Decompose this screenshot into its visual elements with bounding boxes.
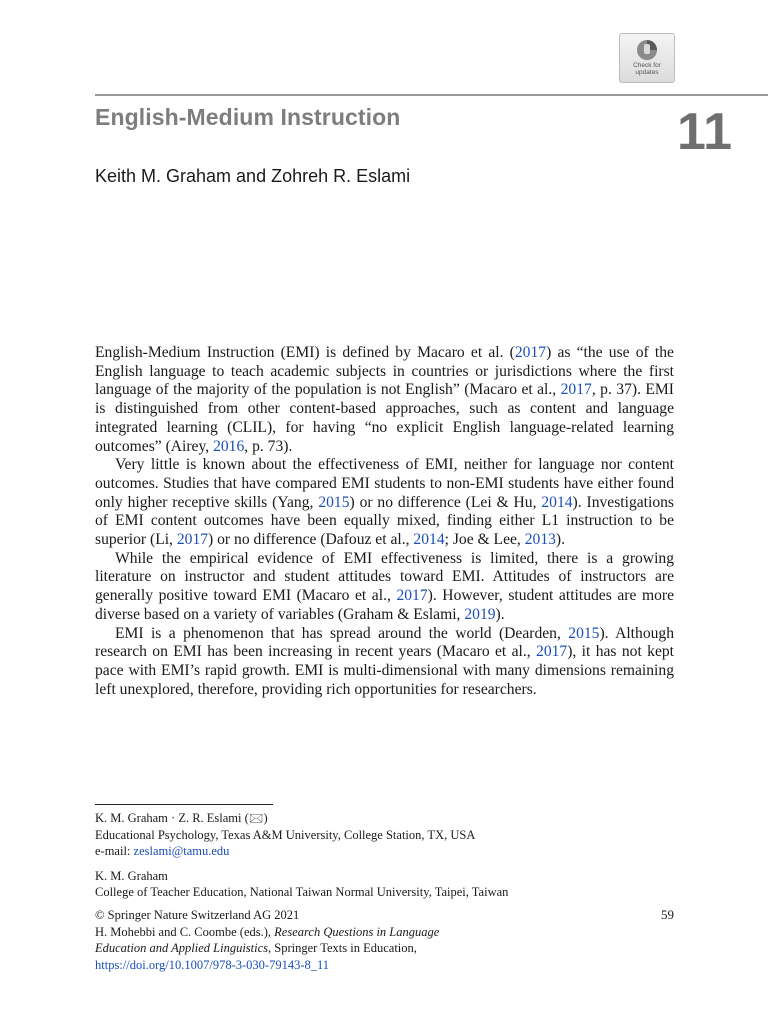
paragraph-2: Very little is known about the effectiveness of EMI, neither for language nor content outcomes. Studies that have compared EMI students to non-EMI students have either found only higher receptive skills (Yang, 2015) or no difference (Lei & Hu, 2014). Investigations of EMI content outcomes have been equally mixed, finding either L1 instruction to be superior (Li, 2017) or no difference (Dafouz et al., 2014; Joe & Lee, 2013).	[95, 456, 674, 549]
citation-link[interactable]: 2017	[514, 344, 547, 361]
badge-line2: updates	[635, 69, 659, 76]
paragraph-1: English-Medium Instruction (EMI) is defined by Macaro et al. (2017) as “the use of the English language to teach academic subjects in countries or jurisdictions where the first language of the majority of the population is not English” (Macaro et al., 2017, p. 37). EMI is distinguished from other content-based approaches, such as content and language integrated learning (CLIL), for having “no explicit English language-related learning outcomes” (Airey, 2016, p. 73).	[95, 344, 674, 455]
footnote-email-line: e-mail: zeslami@tamu.edu	[95, 844, 230, 858]
footnote-authors: K. M. Graham · Z. R. Eslami (🖂)	[95, 811, 268, 825]
body-text	[95, 344, 674, 699]
book-title-line: Education and Applied Linguistics, Springer Texts in Education,	[95, 941, 417, 955]
citation-link[interactable]: 2016	[213, 437, 245, 455]
citation-link[interactable]: 2015	[318, 493, 350, 511]
citation-link[interactable]: 2019	[464, 605, 496, 623]
email-link[interactable]: zeslami@tamu.edu	[133, 844, 230, 858]
check-for-updates-badge[interactable]	[619, 33, 675, 83]
paragraph-4: EMI is a phenomenon that has spread around the world (Dearden, 2015). Although research on EMI has been increasing in recent years (Macaro et al., 2017), it has not kept pace with EMI’s rapid growth. EMI is multi-dimensional with many dimensions remaining left unexplored, therefore, providing rich opportunities for researchers.	[95, 624, 675, 698]
footnote-rule	[95, 804, 273, 805]
chapter-number: 11	[677, 103, 732, 161]
paragraph-3: While the empirical evidence of EMI effectiveness is limited, there is a growing literature on instructor and student attitudes toward EMI. Attitudes of instructors are generally positive toward EMI (Macaro et al., 2017). However, student attitudes are more diverse based on a variety of variables (Graham & Eslami, 2019).	[95, 549, 675, 623]
citation-link[interactable]: 2013	[524, 531, 556, 549]
citation-link[interactable]: 2014	[413, 531, 445, 549]
citation-link[interactable]: 2017	[396, 587, 428, 605]
footnote-affiliation-1: Educational Psychology, Texas A&M University, College Station, TX, USA	[95, 827, 476, 842]
check-for-updates-icon	[634, 38, 660, 62]
chapter-authors: Keith M. Graham and Zohreh R. Eslami	[95, 166, 411, 186]
publisher-info	[95, 907, 439, 973]
doi-link[interactable]: https://doi.org/10.1007/978-3-030-79143-8_11	[95, 957, 330, 972]
badge-line1: Check for	[633, 62, 661, 69]
page-number: 59	[661, 907, 674, 922]
envelope-icon: 🖂	[248, 811, 264, 825]
citation-link[interactable]: 2014	[541, 493, 573, 511]
citation-link[interactable]: 2017	[536, 643, 568, 661]
copyright-line: © Springer Nature Switzerland AG 2021	[95, 908, 300, 922]
citation-link[interactable]: 2015	[568, 624, 600, 642]
footnote-affiliations	[95, 810, 508, 901]
citation-link[interactable]: 2017	[560, 381, 592, 399]
editors-line: H. Mohebbi and C. Coombe (eds.), Research Questions in Language	[95, 924, 440, 939]
footnote-author-2: K. M. Graham	[95, 868, 168, 883]
chapter-top-rule	[95, 94, 768, 96]
chapter-title: English-Medium Instruction	[95, 104, 401, 130]
citation-link[interactable]: 2017	[176, 531, 209, 549]
footnote-affiliation-2: College of Teacher Education, National Taiwan Normal University, Taipei, Taiwan	[95, 885, 509, 899]
